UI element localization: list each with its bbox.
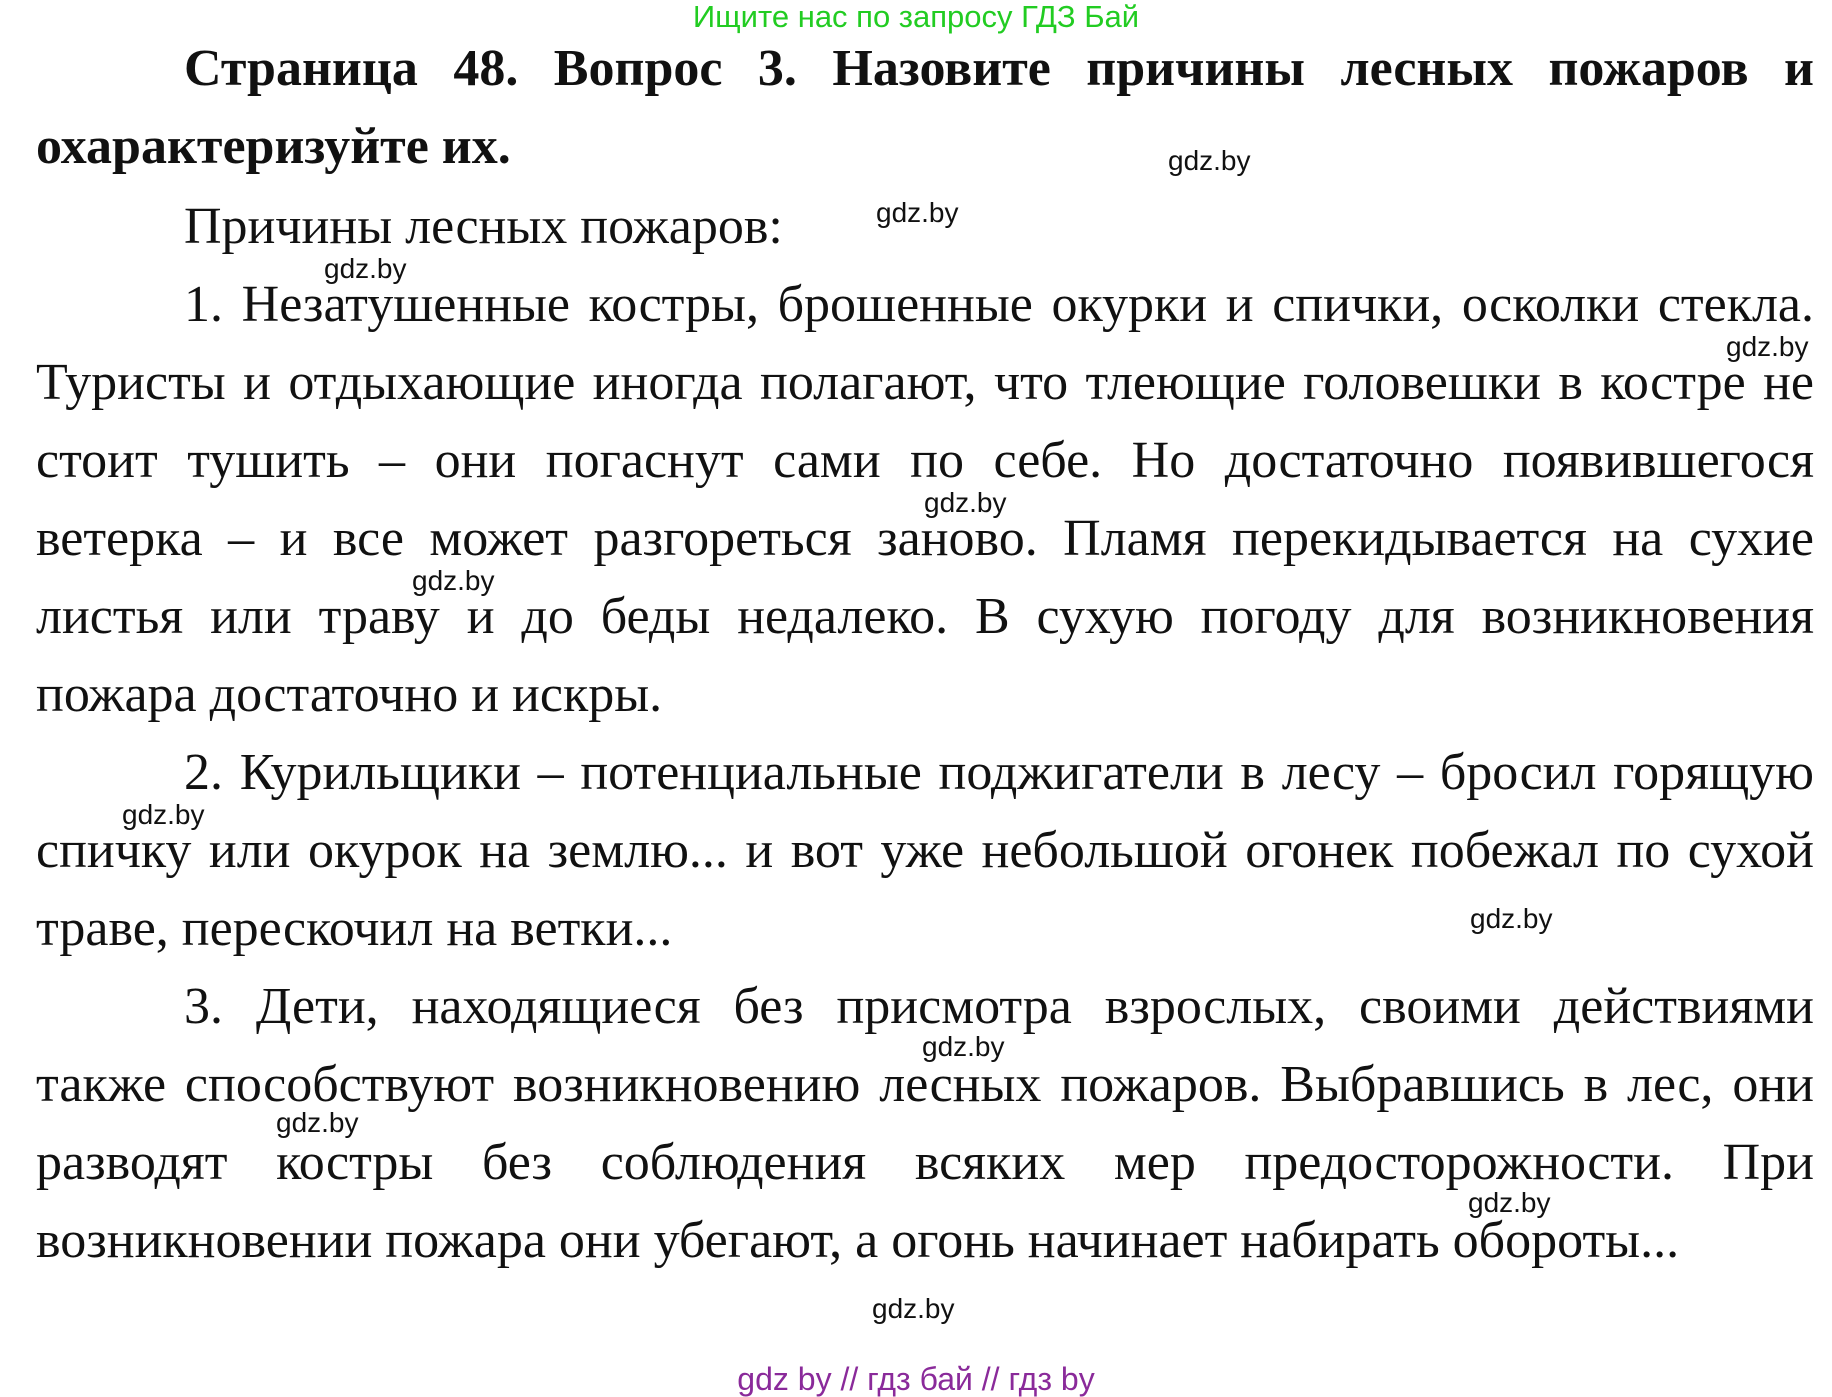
watermark: gdz.by — [924, 487, 1007, 518]
answer-paragraph-1: 1. Незатушенные костры, брошенные окурки и спички, осколки стекла. Туристы и отдыхающие иногда полагают, что тлеющие головешки в костре не стоит тушить – они погаснут сами по себе. Но достаточно появившегося ветерка – и все может разгореться заново. Пламя перекидывается на сухие листья или траву и до беды недалеко. В сухую погоду для возникновения пожара достаточно и искры. — [36, 276, 1814, 723]
footer-links: gdz by // гдз бай // гдз by — [737, 1361, 1095, 1397]
watermark: gdz.by — [1168, 145, 1251, 176]
top-banner: Ищите нас по запросу ГДЗ Бай — [692, 0, 1140, 34]
watermark: gdz.by — [412, 565, 495, 596]
watermark: gdz.by — [1726, 331, 1809, 362]
watermark: gdz.by — [276, 1107, 359, 1138]
watermark: gdz.by — [324, 253, 407, 284]
watermark: gdz.by — [1468, 1187, 1551, 1218]
question-heading: Страница 48. Вопрос 3. Назовите причины лесных пожаров и охарактеризуйте их. — [36, 40, 1814, 175]
watermark: gdz.by — [876, 197, 959, 228]
answer-paragraph-2: 2. Курильщики – потенциальные поджигатели в лесу – бросил горящую спичку или окурок на землю... и вот уже небольшой огонек побежал по сухой траве, перескочил на ветки... — [36, 744, 1814, 957]
answer-paragraph-3: 3. Дети, находящиеся без присмотра взрослых, своими действиями также способствуют возникновению лесных пожаров. Выбравшись в лес, они разводят костры без соблюдения всяких мер предосторожности. При возникновении пожара они убегают, а огонь начинает набирать обороты... — [36, 978, 1814, 1269]
watermark: gdz.by — [872, 1293, 955, 1324]
watermark: gdz.by — [122, 799, 205, 830]
watermark: gdz.by — [922, 1031, 1005, 1062]
answer-intro: Причины лесных пожаров: — [184, 198, 783, 255]
watermark: gdz.by — [1470, 903, 1553, 934]
